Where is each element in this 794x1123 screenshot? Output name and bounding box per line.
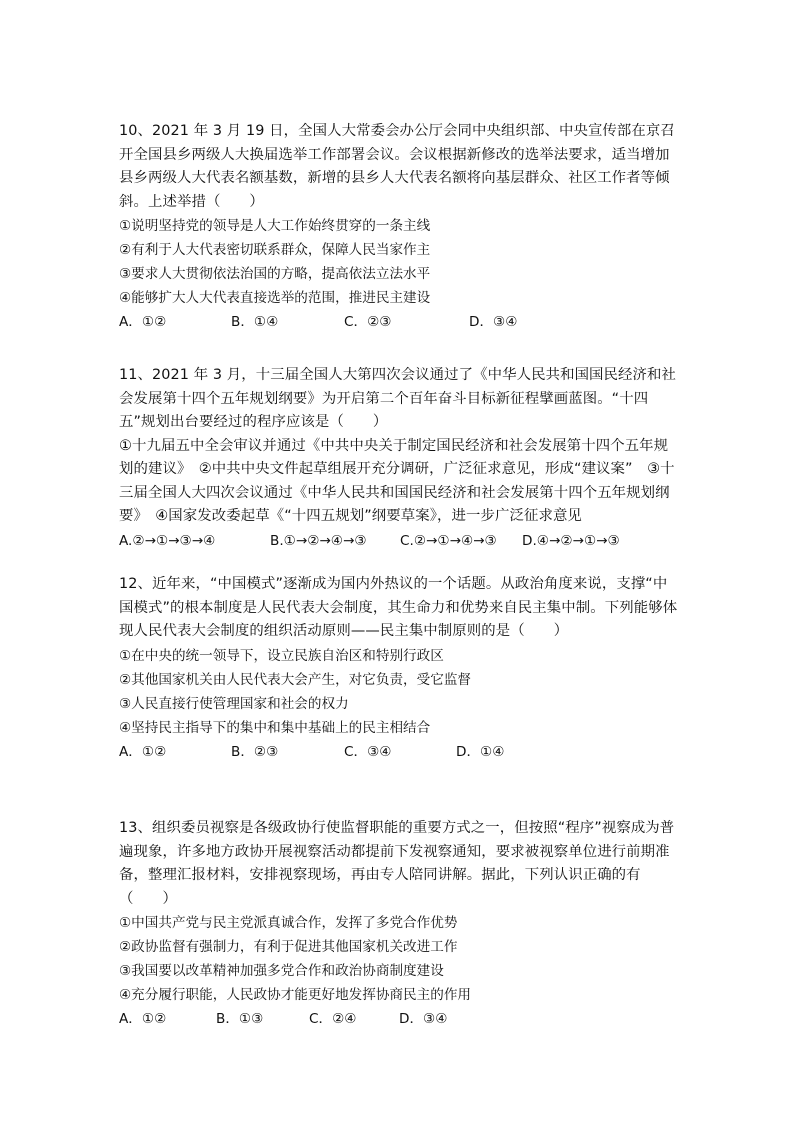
option-item: ③人民直接行使管理国家和社会的权力 <box>119 695 349 712</box>
choice-a[interactable]: A．①② <box>119 743 167 760</box>
question-stem: 11、2021 年 3 月，十三届全国人大第四次会议通过了《中华人民共和国国民经济和社会发展第十四个五年规划纲要》为开启第二个百年奋斗目标新征程擘画蓝图。“十四五”规划出台要经过的程序应该是（ ） <box>119 367 677 430</box>
question-13 <box>119 817 679 1031</box>
option-item: ③要求人大贯彻依法治国的方略，提高依法立法水平 <box>119 266 431 282</box>
choice-b[interactable]: B．①④ <box>231 314 279 330</box>
question-10 <box>119 120 679 334</box>
answer-choices <box>119 310 679 334</box>
option-item: ①中国共产党与民主党派真诚合作，发挥了多党合作优势 <box>119 915 458 931</box>
choice-d[interactable]: D.④→②→①→③ <box>522 532 620 549</box>
option-item: ①在中央的统一领导下，设立民族自治区和特别行政区 <box>119 647 444 664</box>
answer-choices <box>119 529 679 553</box>
choice-c[interactable]: C．②③ <box>344 314 392 330</box>
option-item: ②有利于人大代表密切联系群众，保障人民当家作主 <box>119 242 431 258</box>
answer-choices <box>119 1007 679 1031</box>
choice-c[interactable]: C．③④ <box>344 743 392 760</box>
choice-d[interactable]: D．①④ <box>456 743 505 760</box>
choice-d[interactable]: D．③④ <box>399 1011 448 1027</box>
choice-d[interactable]: D．③④ <box>469 314 518 330</box>
choice-b[interactable]: B.①→②→④→③ <box>270 532 367 549</box>
option-item: ④能够扩大人大代表直接选举的范围，推进民主建设 <box>119 290 431 306</box>
question-stem: 13、组织委员视察是各级政协行使监督职能的重要方式之一，但按照“程序”视察成为普遍现象，许多地方政协开展视察活动都提前下发视察通知，要求被视察单位进行前期准备，整理汇报材料，安排视察现场，再由专人陪同讲解。据此，下列认识正确的有（ ） <box>119 820 675 907</box>
question-stem: 12、近年来，“中国模式”逐渐成为国内外热议的一个话题。从政治角度来说，支撑“中国模式”的根本制度是人民代表大会制度，其生命力和优势来自民主集中制。下列能够体现人民代表大会制度的组织活动原则——民主集中制原则的是（ ） <box>119 576 678 639</box>
option-block: ①十九届五中全会审议并通过《中共中央关于制定国民经济和社会发展第十四个五年规划的建议》 ②中共中央文件起草组展开充分调研，广泛征求意见，形成“建议案” ③十三届全国人大四次会议通过《中华人民共和国国民经济和社会发展第十四个五年规划纲要》 ④国家发改委起草《“十四五规划”纲要草案》，进一步广泛征求意见 <box>119 437 675 524</box>
question-12 <box>119 573 679 764</box>
choice-a[interactable]: A．①② <box>119 314 167 330</box>
option-item: ④充分履行职能，人民政协才能更好地发挥协商民主的作用 <box>119 987 472 1003</box>
option-item: ②政协监督有强制力，有利于促进其他国家机关改进工作 <box>119 939 458 955</box>
option-item: ②其他国家机关由人民代表大会产生，对它负责，受它监督 <box>119 671 472 688</box>
choice-c[interactable]: C.②→①→④→③ <box>400 532 497 549</box>
question-11 <box>119 364 679 553</box>
option-item: ④坚持民主指导下的集中和集中基础上的民主相结合 <box>119 719 431 736</box>
option-item: ③我国要以改革精神加强多党合作和政治协商制度建设 <box>119 963 444 979</box>
choice-b[interactable]: B．②③ <box>231 743 279 760</box>
choice-a[interactable]: A．①② <box>119 1011 167 1027</box>
choice-a[interactable]: A.②→①→③→④ <box>119 532 216 549</box>
choice-b[interactable]: B．①③ <box>216 1011 264 1027</box>
choice-c[interactable]: C．②④ <box>309 1011 357 1027</box>
question-stem: 10、2021 年 3 月 19 日，全国人大常委会办公厅会同中央组织部、中央宣传部在京召开全国县乡两级人大换届选举工作部署会议。会议根据新修改的选举法要求，适当增加县乡两级人大代表名额基数，新增的县乡人大代表名额将向基层群众、社区工作者等倾斜。上述举措（ ） <box>119 123 675 210</box>
answer-choices <box>119 740 679 764</box>
option-item: ①说明坚持党的领导是人大工作始终贯穿的一条主线 <box>119 218 431 234</box>
